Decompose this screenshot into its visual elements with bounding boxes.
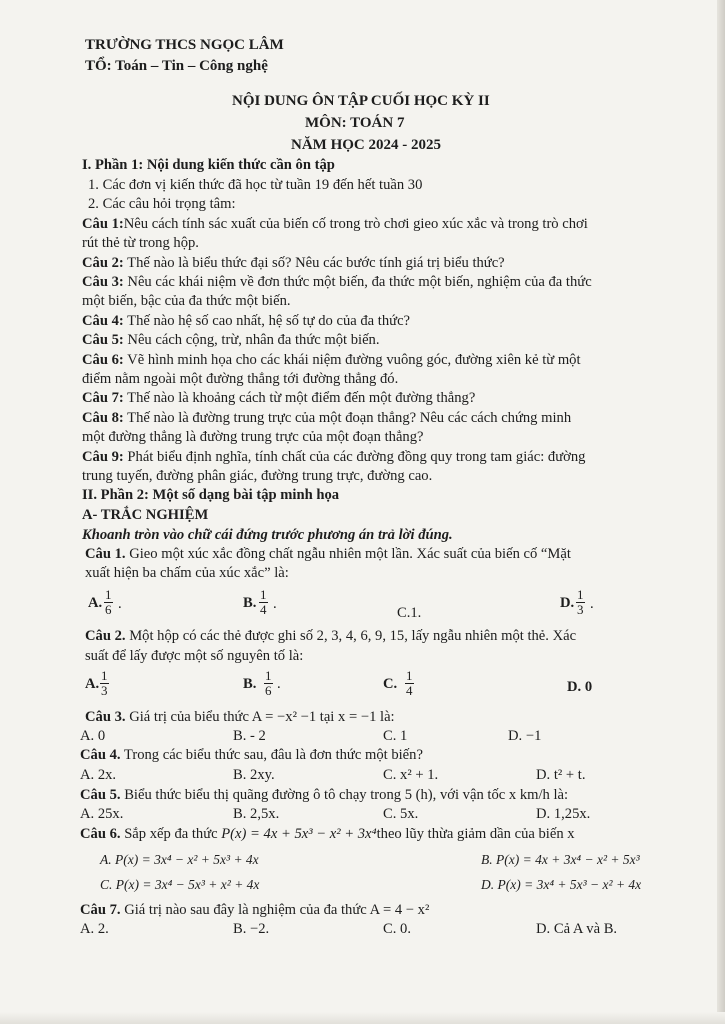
- q1-option-b-label: B.: [243, 595, 257, 611]
- review-question-9-cont: trung tuyến, đường phân giác, đường trung trực, đường cao.: [82, 468, 433, 484]
- department-name: TỔ: Toán – Tin – Công nghệ: [85, 58, 268, 74]
- q5-option-b: B. 2,5x.: [233, 806, 280, 822]
- q5-option-d: D. 1,25x.: [536, 806, 591, 822]
- q1-option-d-fraction: $\frac{1}{3}$: [577, 587, 584, 617]
- subject-title: MÔN: TOÁN 7: [305, 115, 405, 131]
- q3-option-b: B. - 2: [233, 728, 266, 744]
- q2-option-b-fraction: $\frac{1}{6}$: [265, 668, 272, 698]
- q1-option-c: C.1.: [397, 605, 422, 621]
- q2-option-a-fraction: $\frac{1}{3}$: [101, 668, 108, 698]
- mcq-question-7: Câu 7. Giá trị nào sau đây là nghiệm của đa thức A = 4 − x²: [80, 902, 430, 918]
- review-question-6-cont: điểm nằm ngoài một đường thẳng tới đường thẳng đó.: [82, 371, 399, 387]
- q2-option-d: D. 0: [567, 679, 593, 695]
- part2-heading: II. Phần 2: Một số dạng bài tập minh họa: [82, 487, 340, 503]
- review-question-1-cont: rút thẻ từ trong hộp.: [82, 235, 199, 251]
- q5-option-a: A. 25x.: [80, 806, 124, 822]
- q5-option-c: C. 5x.: [383, 806, 419, 822]
- instruction: Khoanh tròn vào chữ cái đứng trước phương án trả lời đúng.: [82, 527, 453, 543]
- school-year: NĂM HỌC 2024 - 2025: [291, 137, 441, 153]
- q1-option-a-label: A.: [88, 595, 103, 611]
- mcq-question-1: Câu 1. Gieo một xúc xắc đồng chất ngẫu nhiên một lần. Xác suất của biến cố “Mặt: [85, 546, 571, 562]
- q2-option-b-label: B.: [243, 676, 257, 692]
- q2-option-a-label: A.: [85, 676, 100, 692]
- mcq-question-2: Câu 2. Một hộp có các thẻ được ghi số 2, 3, 4, 6, 9, 15, lấy ngẫu nhiên một thẻ. Xác: [85, 628, 577, 644]
- q6-option-d: D. P(x) = 3x⁴ + 5x³ − x² + 4x: [481, 877, 642, 892]
- q6-option-b: B. P(x) = 4x + 3x⁴ − x² + 5x³: [481, 852, 640, 867]
- review-question-4: Câu 4: Thế nào hệ số cao nhất, hệ số tự do của đa thức?: [82, 313, 411, 329]
- q4-option-a: A. 2x.: [80, 767, 117, 783]
- mcq-question-1-cont: xuất hiện ba chấm của xúc xắc” là:: [85, 565, 289, 581]
- q3-option-c: C. 1: [383, 728, 408, 744]
- mcq-question-3: Câu 3. Giá trị của biểu thức A = −x² −1 tại x = −1 là:: [85, 709, 395, 725]
- review-question-3: Câu 3: Nêu các khái niệm về đơn thức một biến, đa thức một biến, nghiệm của đa thức: [82, 274, 592, 290]
- q3-option-d: D. −1: [508, 728, 542, 744]
- q1-option-d-label: D.: [560, 595, 575, 611]
- page-bottom-shadow: [0, 1012, 725, 1024]
- part1-item-2: 2. Các câu hỏi trọng tâm:: [88, 196, 236, 212]
- q7-option-a: A. 2.: [80, 921, 109, 937]
- q1-option-a-fraction: $\frac{1}{6}$: [105, 587, 112, 617]
- q6-option-c: C. P(x) = 3x⁴ − 5x³ + x² + 4x: [100, 877, 260, 892]
- q3-option-a: A. 0: [80, 728, 106, 744]
- school-name: TRƯỜNG THCS NGỌC LÂM: [85, 37, 284, 53]
- q6-option-a: A. P(x) = 3x⁴ − x² + 5x³ + 4x: [100, 852, 259, 867]
- q4-option-d: D. t² + t.: [536, 767, 586, 783]
- review-question-8: Câu 8: Thế nào là đường trung trực của một đoạn thẳng? Nêu các cách chứng minh: [82, 410, 572, 426]
- mcq-question-2-cont: suất để lấy được một số nguyên tố là:: [85, 648, 304, 664]
- part1-heading: I. Phần 1: Nội dung kiến thức cần ôn tập: [82, 157, 335, 173]
- q7-option-b: B. −2.: [233, 921, 270, 937]
- document-title: NỘI DUNG ÔN TẬP CUỐI HỌC KỲ II: [232, 93, 490, 109]
- review-question-6: Câu 6: Vẽ hình minh họa cho các khái niệm đường vuông góc, đường xiên kẻ từ một: [82, 352, 581, 368]
- mcq-question-6: Câu 6. Sắp xếp đa thức P(x) = 4x + 5x³ − x² + 3x⁴theo lũy thừa giảm dần của biến x: [80, 826, 575, 842]
- q2-option-c-fraction: $\frac{1}{4}$: [406, 668, 413, 698]
- q2-option-c-label: C.: [383, 676, 398, 692]
- review-question-3-cont: một biến, bậc của đa thức một biến.: [82, 293, 291, 309]
- section-multiple-choice: A- TRẮC NGHIỆM: [82, 507, 209, 523]
- review-question-7: Câu 7: Thế nào là khoảng cách từ một điểm đến một đường thẳng?: [82, 390, 476, 406]
- q7-option-c: C. 0.: [383, 921, 411, 937]
- mcq-question-5: Câu 5. Biểu thức biểu thị quãng đường ô tô chạy trong 5 (h), với vận tốc x km/h là:: [80, 787, 569, 803]
- review-question-1: Câu 1:Nêu cách tính sác xuất của biến cố trong trò chơi gieo xúc xắc và trong trò chơi: [82, 216, 588, 232]
- mcq-question-4: Câu 4. Trong các biểu thức sau, đâu là đơn thức một biến?: [80, 747, 423, 763]
- review-question-8-cont: một đường thẳng là đường trung trực của một đoạn thẳng?: [82, 429, 424, 445]
- review-question-2: Câu 2: Thế nào là biểu thức đại số? Nêu các bước tính giá trị biểu thức?: [82, 255, 505, 271]
- q4-option-c: C. x² + 1.: [383, 767, 439, 783]
- q1-option-d-dot: .: [590, 596, 594, 612]
- q4-option-b: B. 2xy.: [233, 767, 275, 783]
- q1-option-b-fraction: $\frac{1}{4}$: [260, 587, 267, 617]
- q7-option-d: D. Cả A và B.: [536, 921, 618, 937]
- review-question-9: Câu 9: Phát biểu định nghĩa, tính chất của các đường đồng quy trong tam giác: đường: [82, 449, 586, 465]
- review-question-5: Câu 5: Nêu cách cộng, trừ, nhân đa thức một biến.: [82, 332, 380, 348]
- q1-option-a-dot: .: [118, 596, 122, 612]
- page-edge-shadow: [717, 0, 725, 1024]
- q2-option-b-dot: .: [277, 676, 281, 692]
- q1-option-b-dot: .: [273, 596, 277, 612]
- part1-item-1: 1. Các đơn vị kiến thức đã học từ tuần 19 đến hết tuần 30: [88, 177, 423, 193]
